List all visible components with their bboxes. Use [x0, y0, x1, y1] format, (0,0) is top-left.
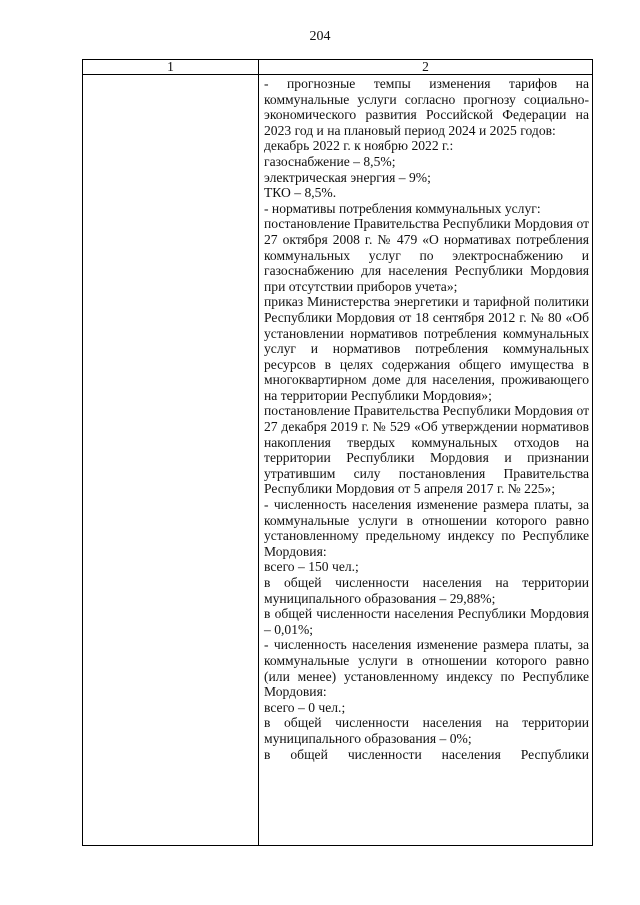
paragraph-resolution-529: постановление Правительства Республики Мордовия от 27 декабря 2019 г. № 529 «Об утверждении нормативов накопления твердых коммунальных отходов на территории Республики Мордовия и признании утратившим силу постановления Правительства Республики Мордовия от 5 апреля 2017 г. № 225»;	[264, 403, 590, 497]
paragraph-tko: ТКО – 8,5%.	[264, 185, 337, 201]
paragraph-municipal-share: в общей численности населения на территории муниципального образования – 29,88%;	[264, 575, 589, 606]
paragraph-list	[259, 75, 592, 762]
paragraph-population-less-index: - численность населения изменение размера платы, за коммунальные услуги в отношении которого равно (или менее) установленному индексу по Республике Мордовия:	[264, 637, 589, 700]
column-2-header: 2	[259, 60, 593, 75]
paragraph-norms-heading: - нормативы потребления коммунальных услуг:	[264, 200, 541, 216]
column-1-header: 1	[83, 60, 259, 75]
column-1-cell	[83, 75, 259, 846]
document-table	[82, 59, 593, 846]
paragraph-order-80: приказ Министерства энергетики и тарифной политики Республики Мордовия от 18 сентября 2012 г. № 80 «Об установлении нормативов потребления коммунальных услуг и нормативов потребления коммунальных ресурсов в целях содержания общего имущества в многоквартирном доме для населения, проживающего на территории Республики Мордовия»;	[264, 294, 589, 403]
table-header-row	[83, 60, 593, 75]
paragraph-tariff-forecast: - прогнозные темпы изменения тарифов на коммунальные услуги согласно прогнозу социально-экономического развития Российской Федерации на 2023 год и на плановый период 2024 и 2025 годов:	[264, 76, 589, 138]
paragraph-gas: газоснабжение – 8,5%;	[264, 153, 396, 169]
paragraph-republic-share: в общей численности населения Республики Мордовия – 0,01%;	[264, 606, 589, 637]
paragraph-resolution-479: постановление Правительства Республики Мордовия от 27 октября 2008 г. № 479 «О нормативах потребления коммунальных услуг по электроснабжению и газоснабжению для населения Республики Мордовия при отсутствии приборов учета»;	[264, 216, 590, 294]
paragraph-total-0: всего – 0 чел.;	[264, 699, 346, 715]
page-number: 204	[309, 29, 331, 44]
table-body-row	[83, 75, 593, 846]
column-2-cell	[259, 75, 593, 846]
paragraph-population-equal-index: - численность населения изменение размера платы, за коммунальные услуги в отношении которого равно установленному предельному индексу по Республике Мордовия:	[264, 497, 589, 559]
paragraph-republic-share-continued: в общей численности населения Республики	[264, 746, 589, 762]
paragraph-electricity: электрическая энергия – 9%;	[264, 169, 431, 185]
paragraph-total-150: всего – 150 чел.;	[264, 559, 359, 575]
paragraph-municipal-share-0: в общей численности населения на территории муниципального образования – 0%;	[264, 715, 589, 746]
paragraph-period: декабрь 2022 г. к ноябрю 2022 г.:	[264, 138, 454, 154]
